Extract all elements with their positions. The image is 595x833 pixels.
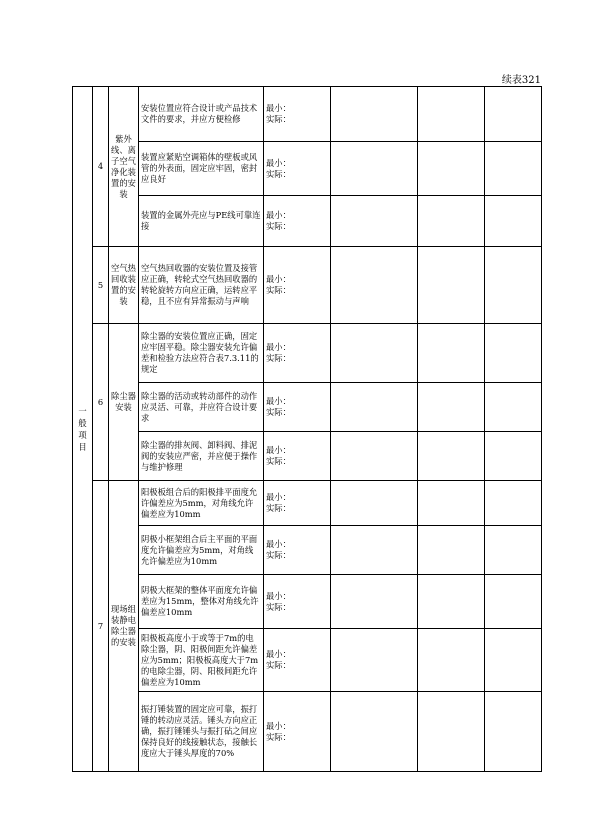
result-cell xyxy=(418,575,485,629)
record-cell xyxy=(331,87,418,142)
record-cell xyxy=(331,142,418,196)
min-label: 最小： xyxy=(266,492,291,502)
item-description: 振打锤装置的固定应可靠，振打锤的转动应灵活。锤头方向应正确，振打锤锤头与振打砧之间应保持良好的线接触状态，接触长度应大于锤头厚度的70% xyxy=(139,692,264,772)
group-name: 空气热回收装置的安装 xyxy=(109,247,139,324)
min-label: 最小： xyxy=(266,157,291,168)
group-number: 6 xyxy=(93,324,109,481)
measure-cell xyxy=(264,383,331,432)
group-name: 现场组装静电除尘器的安装 xyxy=(109,481,139,772)
measure-cell xyxy=(264,692,331,772)
item-description: 除尘器的安装位置应正确，固定应牢固平稳。除尘器安装允许偏差和检验方法应符合表7.3.11的规定 xyxy=(139,324,264,383)
item-description: 除尘器的活动或转动部件的动作应灵活、可靠，并应符合设计要求 xyxy=(139,383,264,432)
table-row xyxy=(73,432,542,481)
result-cell xyxy=(418,87,485,142)
remark-cell xyxy=(485,526,542,575)
result-cell xyxy=(418,526,485,575)
table-row xyxy=(73,142,542,196)
remark-cell xyxy=(485,481,542,526)
record-cell xyxy=(331,575,418,629)
actual-label: 实际： xyxy=(266,221,291,231)
min-label: 最小： xyxy=(266,445,291,455)
actual-label: 实际： xyxy=(266,550,291,560)
remark-cell xyxy=(485,692,542,772)
record-cell xyxy=(331,481,418,526)
result-cell xyxy=(418,383,485,432)
table-row xyxy=(73,526,542,575)
table-row xyxy=(73,196,542,247)
measure-cell xyxy=(264,526,331,575)
record-cell xyxy=(331,247,418,324)
measure-cell xyxy=(264,87,331,142)
group-number: 7 xyxy=(93,481,109,772)
result-cell xyxy=(418,247,485,324)
group-name: 除尘器安装 xyxy=(109,324,139,481)
continuation-label: 续表321 xyxy=(501,75,541,86)
measure-cell xyxy=(264,196,331,247)
actual-label: 实际： xyxy=(266,114,291,124)
measure-cell xyxy=(264,629,331,692)
record-cell xyxy=(331,692,418,772)
min-label: 最小： xyxy=(266,720,291,731)
remark-cell xyxy=(485,196,542,247)
min-label: 最小： xyxy=(266,210,291,220)
item-description: 阳极板高度小于或等于7m的电除尘器，阴、阳极间距允许偏差应为5mm；阳极板高度大于7m的电除尘器，阴、阳极间距允许偏差应为10mm xyxy=(139,629,264,692)
actual-label: 实际： xyxy=(266,660,291,670)
min-label: 最小： xyxy=(266,396,291,406)
min-label: 最小： xyxy=(266,342,291,352)
min-label: 最小： xyxy=(266,103,291,113)
min-label: 最小： xyxy=(266,274,291,284)
item-description: 除尘器的排灰阀、卸料阀、排泥阀的安装应严密，并应便于操作与维护修理 xyxy=(139,432,264,481)
remark-cell xyxy=(485,324,542,383)
inspection-table xyxy=(72,86,542,772)
record-cell xyxy=(331,526,418,575)
table-row xyxy=(73,481,542,526)
remark-cell xyxy=(485,247,542,324)
measure-cell xyxy=(264,481,331,526)
result-cell xyxy=(418,142,485,196)
table-row xyxy=(73,87,542,142)
table-row xyxy=(73,629,542,692)
actual-label: 实际： xyxy=(266,456,291,466)
record-cell xyxy=(331,383,418,432)
result-cell xyxy=(418,196,485,247)
item-description: 安装位置应符合设计或产品技术文件的要求，并应方便检修 xyxy=(139,87,264,142)
result-cell xyxy=(418,629,485,692)
record-cell xyxy=(331,324,418,383)
remark-cell xyxy=(485,87,542,142)
result-cell xyxy=(418,432,485,481)
item-description: 阴极小框架组合后主平面的平面度允许偏差应为5mm，对角线允许偏差应为10mm xyxy=(139,526,264,575)
min-label: 最小： xyxy=(266,590,291,601)
actual-label: 实际： xyxy=(266,503,291,513)
record-cell xyxy=(331,196,418,247)
record-cell xyxy=(331,432,418,481)
actual-label: 实际： xyxy=(266,353,291,363)
result-cell xyxy=(418,481,485,526)
actual-label: 实际： xyxy=(266,168,291,179)
actual-label: 实际： xyxy=(266,731,291,742)
actual-label: 实际： xyxy=(266,285,291,295)
result-cell xyxy=(418,324,485,383)
category-label: 一般项目 xyxy=(78,406,87,452)
item-description: 装置的金属外壳应与PE线可靠连接 xyxy=(139,196,264,247)
record-cell xyxy=(331,629,418,692)
remark-cell xyxy=(485,629,542,692)
remark-cell xyxy=(485,575,542,629)
remark-cell xyxy=(485,142,542,196)
measure-cell xyxy=(264,324,331,383)
item-description: 阴极大框架的整体平面度允许偏差应为15mm，整体对角线允许偏差应10mm xyxy=(139,575,264,629)
measure-cell xyxy=(264,247,331,324)
group-number: 5 xyxy=(93,247,109,324)
item-description: 装置应紧贴空调箱体的壁板或风管的外表面，固定应牢固，密封应良好 xyxy=(139,142,264,196)
actual-label: 实际： xyxy=(266,601,291,612)
item-description: 空气热回收器的安装位置及接管应正确，转轮式空气热回收器的转轮旋转方向应正确，运转应平稳，且不应有异常振动与声响 xyxy=(139,247,264,324)
table-row xyxy=(73,692,542,772)
table-row xyxy=(73,575,542,629)
min-label: 最小： xyxy=(266,649,291,659)
remark-cell xyxy=(485,432,542,481)
measure-cell xyxy=(264,575,331,629)
table-row xyxy=(73,324,542,383)
table-row xyxy=(73,383,542,432)
remark-cell xyxy=(485,383,542,432)
group-name: 紫外线、离子空气净化装置的安装 xyxy=(109,87,139,247)
measure-cell xyxy=(264,432,331,481)
group-number: 4 xyxy=(93,87,109,247)
table-row xyxy=(73,247,542,324)
actual-label: 实际： xyxy=(266,407,291,417)
min-label: 最小： xyxy=(266,539,291,549)
result-cell xyxy=(418,692,485,772)
measure-cell xyxy=(264,142,331,196)
item-description: 阳极板组合后的阳极排平面度允许偏差应为5mm，对角线允许偏差应为10mm xyxy=(139,481,264,526)
category-cell xyxy=(73,87,93,772)
